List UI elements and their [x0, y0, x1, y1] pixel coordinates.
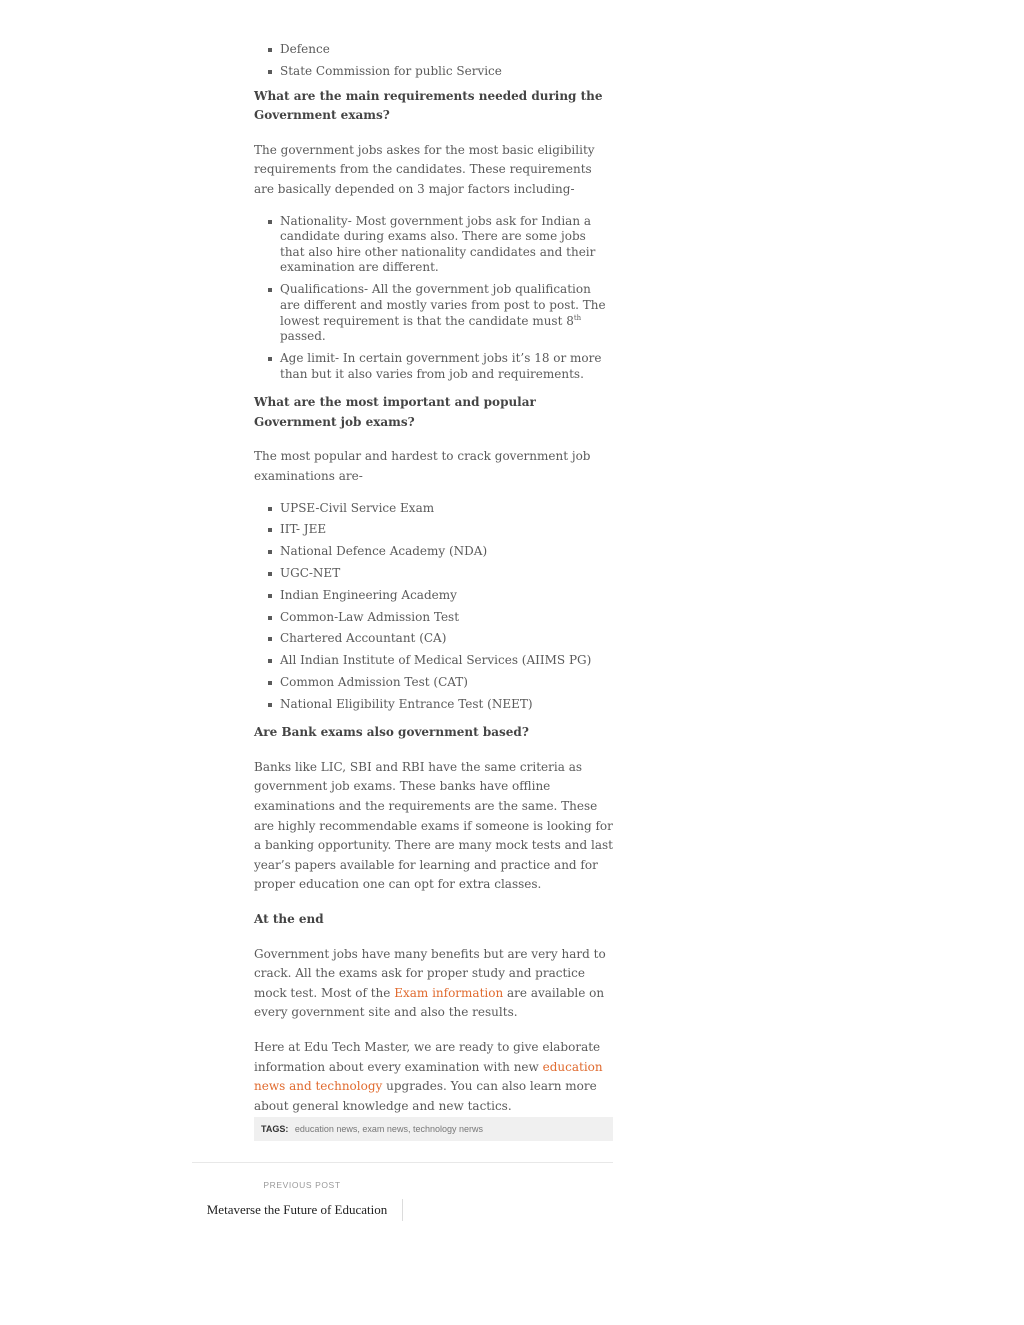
section-paragraph: The most popular and hardest to crack government job examinations are- — [254, 449, 591, 484]
list-item: Qualifications- All the government job qualification are different and mostly varies from post to post. The lowest requirement is that the candidate must 8th passed. — [280, 282, 614, 344]
list-item: National Defence Academy (NDA) — [280, 544, 614, 560]
list-item: Indian Engineering Academy — [280, 588, 614, 604]
post-nav-separator — [402, 1199, 403, 1221]
section-heading: What are the main requirements needed during the Government exams? — [254, 88, 603, 123]
list-item: Nationality- Most government jobs ask for Indian a candidate during exams also. There are some jobs that also hire other nationality candidates and their examination are different. — [280, 214, 614, 276]
education-news-link[interactable]: education news and technology — [254, 1059, 603, 1094]
list-item: Chartered Accountant (CA) — [280, 631, 614, 647]
intro-list — [254, 42, 614, 80]
tag-link[interactable]: technology nerws — [412, 1124, 484, 1134]
tag-link[interactable]: exam news, — [362, 1124, 411, 1134]
list-item: Common-Law Admission Test — [280, 610, 614, 626]
section-paragraph: Banks like LIC, SBI and RBI have the same criteria as government job exams. These banks have offline examinations and the requirements are the same. These are highly recommendable exams if someone is looking for a banking opportunity. There are many mock tests and last year’s papers available for learning and practice and for proper education one can opt for extra classes. — [254, 759, 613, 892]
tags-label: TAGS: — [261, 1124, 289, 1134]
list-item: UGC-NET — [280, 566, 614, 582]
list-item: State Commission for public Service — [280, 64, 614, 80]
section-heading: At the end — [254, 912, 324, 927]
list-item: All Indian Institute of Medical Services (AIIMS PG) — [280, 653, 614, 669]
section-heading: Are Bank exams also government based? — [254, 725, 529, 740]
exam-information-link[interactable]: Exam information — [394, 985, 504, 1000]
exams-list — [254, 501, 614, 713]
list-item: National Eligibility Entrance Test (NEET) — [280, 697, 614, 713]
previous-post-label: PREVIOUS POST — [263, 1180, 341, 1190]
tags-bar — [254, 1117, 613, 1141]
requirements-list — [254, 214, 614, 383]
list-item: Defence — [280, 42, 614, 58]
list-item: IIT- JEE — [280, 522, 614, 538]
list-item: Age limit- In certain government jobs it’s 18 or more than but it also varies from job and requirements. — [280, 351, 614, 382]
tag-link[interactable]: education news, — [294, 1124, 360, 1134]
section-paragraph: Here at Edu Tech Master, we are ready to give elaborate information about every examination with new education news and technology upgrades. You can also learn more about general knowledge and new tactics. — [254, 1039, 603, 1113]
previous-post-title: Metaverse the Future of Education — [206, 1202, 388, 1217]
section-paragraph: Government jobs have many benefits but are very hard to crack. All the exams ask for proper study and practice mock test. Most of the Exam information are available on every government site and also the results. — [254, 946, 606, 1020]
list-item: Common Admission Test (CAT) — [280, 675, 614, 691]
article-body — [254, 42, 614, 1116]
list-item: UPSE-Civil Service Exam — [280, 501, 614, 517]
section-heading: What are the most important and popular Government job exams? — [254, 395, 536, 429]
post-nav-divider — [192, 1162, 613, 1163]
previous-post-link[interactable] — [192, 1178, 402, 1218]
section-paragraph: The government jobs askes for the most basic eligibility requirements from the candidates. These requirements are basically depended on 3 major factors including- — [254, 142, 595, 196]
